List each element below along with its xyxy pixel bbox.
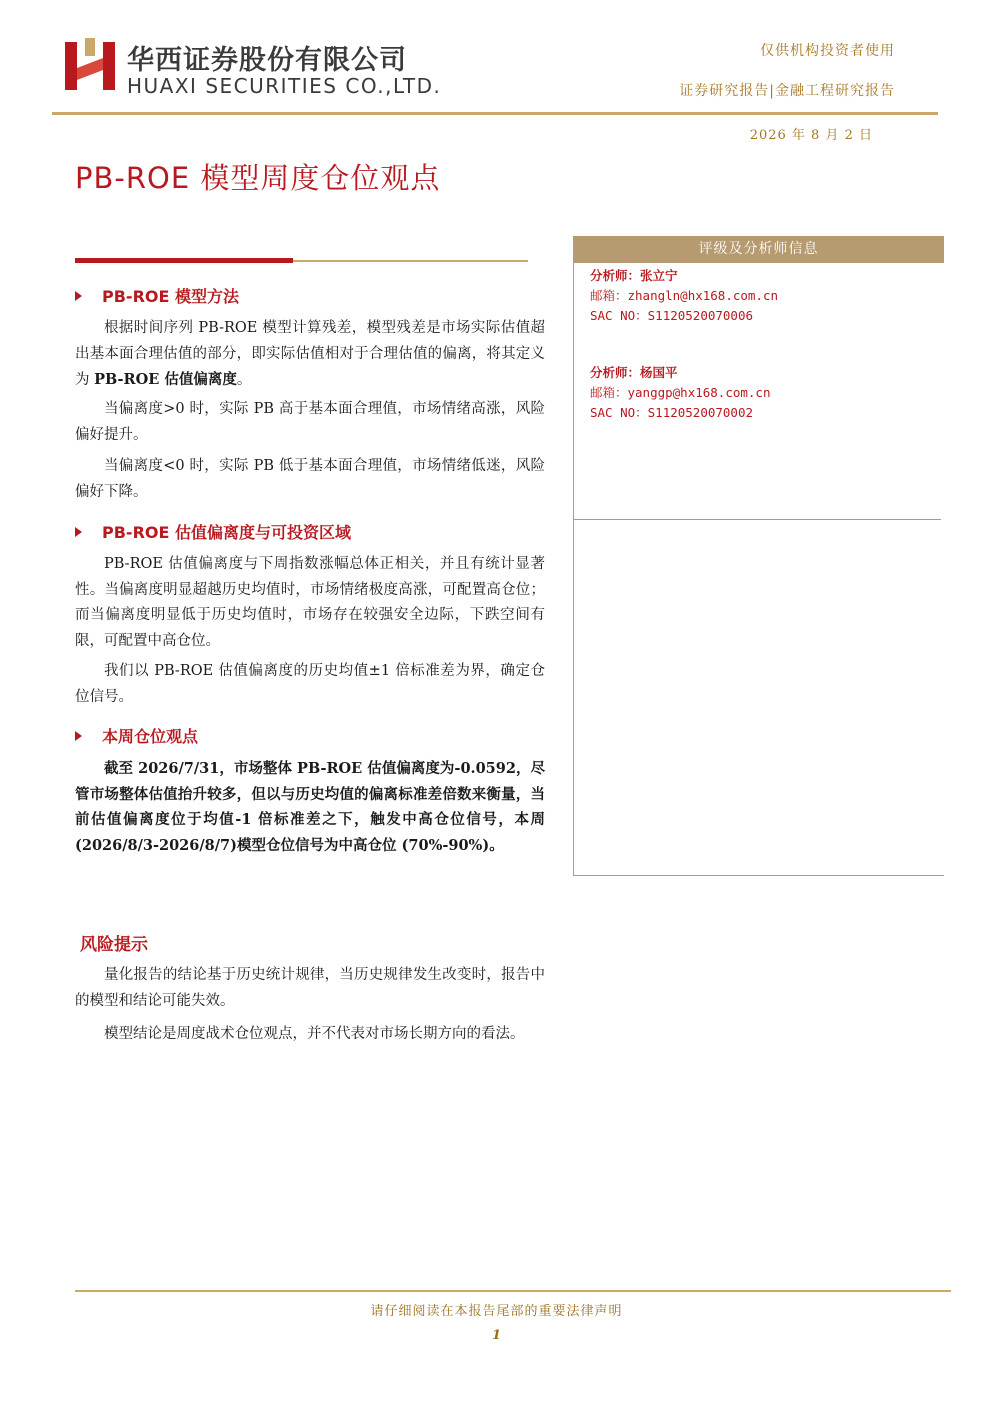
section-heading-weekly-view: 本周仓位观点: [75, 724, 198, 747]
paragraph-weekly-signal: 截至 2026/7/31，市场整体 PB-ROE 估值偏离度为-0.0592，尽管市场整体估值抬升较多，但以与历史均值的偏离标准差倍数来衡量，当前估值偏离度位于均值-1 倍标准差之下，触发中高仓位信号，本周(2026/8/3-2026/8/7)模型仓位信号为中高仓位 (70%-90%)。: [75, 760, 545, 854]
sidebar-divider: [573, 519, 941, 520]
triangle-bullet-icon: [75, 291, 82, 301]
sidebar-border: [573, 236, 574, 876]
report-date: 2026 年 8 月 2 日: [749, 128, 873, 143]
analyst-sac: SAC NO：S1120520070006: [590, 308, 754, 323]
triangle-bullet-icon: [75, 527, 82, 537]
analyst-card: [590, 363, 771, 423]
header-divider: [52, 112, 938, 115]
audience-note: 仅供机构投资者使用: [760, 43, 895, 59]
footer-divider: [75, 1290, 951, 1292]
paragraph-risk-1: 量化报告的结论基于历史统计规律，当历史规律发生改变时，报告中的模型和结论可能失效。: [75, 967, 545, 1009]
paragraph-method-definition: 根据时间序列 PB-ROE 模型计算残差，模型残差是市场实际估值超出基本面合理估值的部分，即实际估值相对于合理估值的偏离，将其定义为 PB-ROE 估值偏离度。: [75, 320, 545, 388]
legal-notice: 请仔细阅读在本报告尾部的重要法律声明: [370, 1304, 623, 1319]
analyst-email[interactable]: 邮箱：zhangln@hx168.com.cn: [590, 288, 779, 303]
analyst-panel-heading: 评级及分析师信息: [573, 236, 944, 263]
paragraph-risk-2: 模型结论是周度战术仓位观点，并不代表对市场长期方向的看法。: [104, 1026, 525, 1042]
section-heading-method: PB-ROE 模型方法: [75, 284, 239, 307]
report-title: PB-ROE 模型周度仓位观点: [75, 161, 441, 195]
paragraph-signal-bounds: 我们以 PB-ROE 估值偏离度的历史均值±1 倍标准差为界，确定仓位信号。: [75, 663, 545, 705]
report-type: 证券研究报告|金融工程研究报告: [679, 83, 895, 99]
emphasis-deviation-term: PB-ROE 估值偏离度: [94, 371, 237, 388]
analyst-email[interactable]: 邮箱：yanggp@hx168.com.cn: [590, 385, 771, 400]
paragraph-negative-deviation: 当偏离度<0 时，实际 PB 低于基本面合理值，市场情绪低迷，风险偏好下降。: [75, 458, 545, 500]
paragraph-positive-deviation: 当偏离度>0 时，实际 PB 高于基本面合理值，市场情绪高涨，风险偏好提升。: [75, 401, 545, 443]
company-name-cn: 华西证券股份有限公司: [127, 45, 407, 76]
triangle-bullet-icon: [75, 731, 82, 741]
analyst-info-panel: [573, 236, 944, 263]
page-number: 1: [491, 1328, 502, 1343]
analyst-name: 分析师：杨国平: [590, 365, 678, 380]
company-name-en: HUAXI SECURITIES CO.,LTD.: [127, 74, 442, 98]
analyst-name: 分析师：张立宁: [590, 268, 678, 283]
section-heading-zones: PB-ROE 估值偏离度与可投资区域: [75, 520, 351, 543]
huaxi-logo-icon: [63, 38, 117, 94]
sidebar-divider: [573, 875, 944, 876]
analyst-card: [590, 266, 778, 326]
risk-heading: 风险提示: [80, 935, 148, 955]
paragraph-correlation: PB-ROE 估值偏离度与下周指数涨幅总体正相关，并且有统计显著性。当偏离度明显超越历史均值时，市场情绪极度高涨，可配置高仓位；而当偏离度明显低于历史均值时，市场存在较强安全边际，下跌空间有限，可配置中高仓位。: [75, 556, 545, 649]
company-logo: [55, 28, 455, 108]
analyst-sac: SAC NO：S1120520070002: [590, 405, 754, 420]
title-rule: [75, 258, 528, 264]
